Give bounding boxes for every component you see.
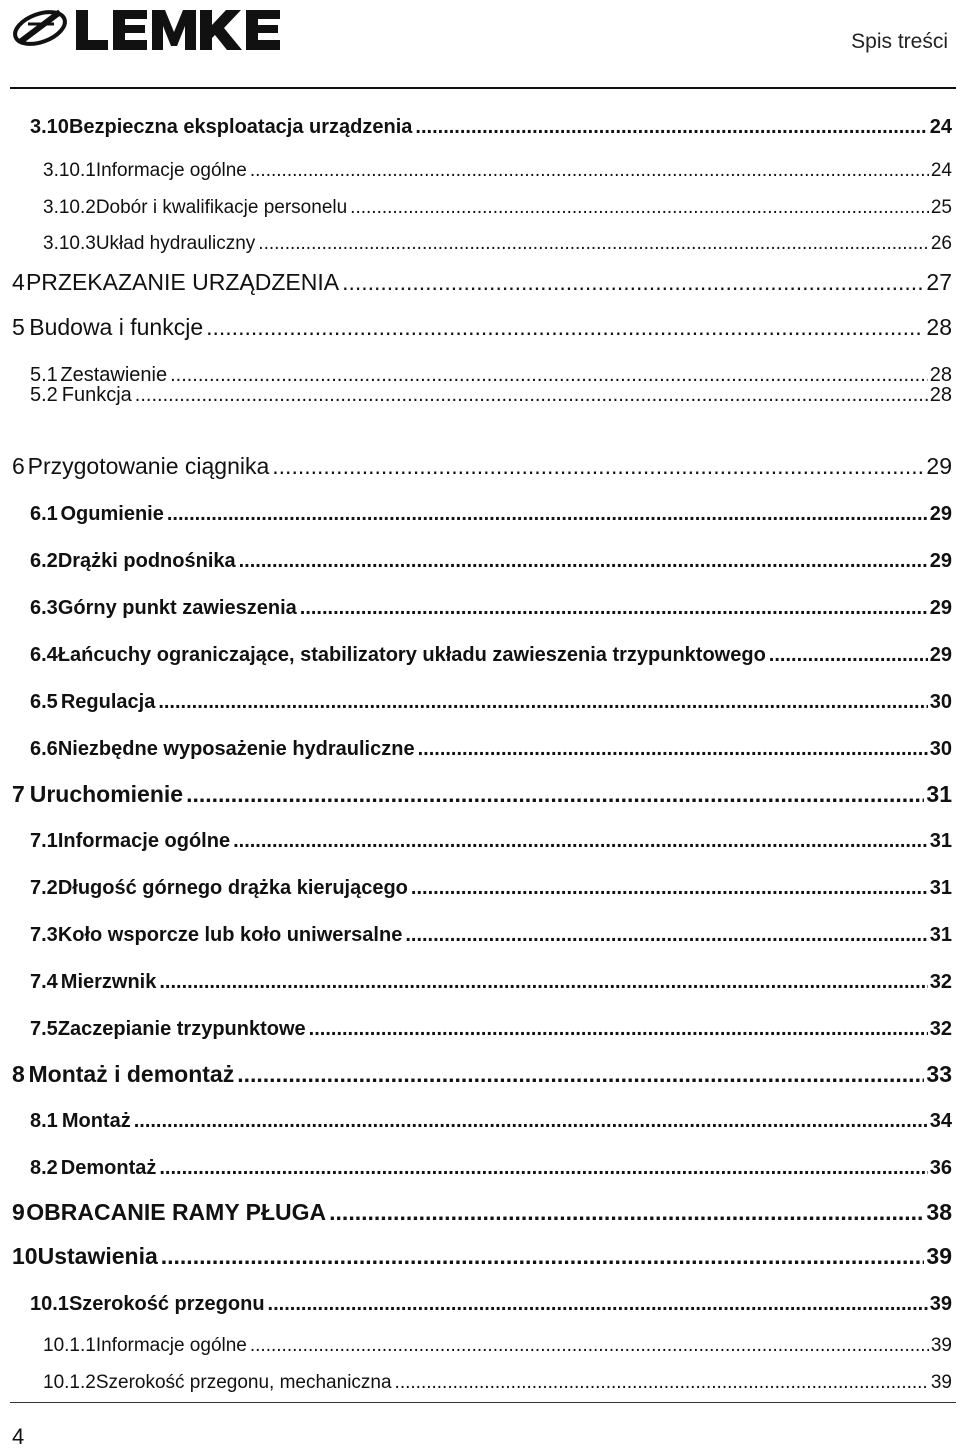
toc-entry-number: 8 xyxy=(12,1061,25,1087)
toc-entry[interactable] xyxy=(30,384,952,407)
toc-entry[interactable] xyxy=(30,1018,952,1041)
toc-entry-number: 7.3 xyxy=(30,924,58,946)
toc-entry[interactable] xyxy=(30,924,952,947)
toc-entry-title: Układ hydrauliczny xyxy=(95,233,256,254)
toc-entry[interactable] xyxy=(30,738,952,761)
toc-entry-number: 10.1.2 xyxy=(43,1372,96,1393)
toc-entry-title: Zaczepianie trzypunktowe xyxy=(57,1018,306,1040)
toc-entry-number: 7 xyxy=(12,781,25,807)
toc-entry-page: 32 xyxy=(929,1018,952,1040)
toc-entry-title: Niezbędne wyposażenie hydrauliczne xyxy=(57,738,415,760)
toc-entry-page: 29 xyxy=(926,453,952,479)
toc-leader xyxy=(268,1293,928,1316)
toc-entry[interactable] xyxy=(43,1335,952,1357)
toc-entry[interactable] xyxy=(30,691,952,714)
toc-leader xyxy=(329,1199,924,1226)
toc-entry-page: 29 xyxy=(929,550,952,572)
toc-entry-page: 29 xyxy=(929,503,952,525)
toc-entry-title: Uruchomienie xyxy=(29,781,184,807)
toc-leader xyxy=(250,160,929,182)
section-title: Spis treści xyxy=(851,30,948,53)
toc-leader xyxy=(415,116,927,139)
toc-entry-page: 24 xyxy=(929,116,952,138)
toc-entry[interactable] xyxy=(12,314,952,341)
toc-leader xyxy=(237,1061,924,1088)
toc-entry-number: 7.1 xyxy=(30,830,58,852)
toc-entry[interactable] xyxy=(12,269,952,296)
toc-entry-title: PRZEKAZANIE URZĄDZENIA xyxy=(25,269,340,295)
toc-leader xyxy=(250,1335,929,1357)
toc-entry-number: 3.10.2 xyxy=(43,197,96,218)
toc-entry[interactable] xyxy=(30,503,952,526)
toc-entry-number: 9 xyxy=(12,1199,25,1225)
toc-entry-number: 7.2 xyxy=(30,877,58,899)
toc-entry-number: 5.1 xyxy=(30,364,58,386)
toc-leader xyxy=(135,384,928,407)
lemken-logo xyxy=(10,2,300,54)
toc-entry-title: Demontaż xyxy=(60,1157,157,1179)
toc-entry-title: Regulacja xyxy=(60,691,156,713)
toc-entry[interactable] xyxy=(12,453,952,480)
toc-leader xyxy=(395,1372,929,1394)
toc-entry-page: 31 xyxy=(929,877,952,899)
toc-entry-title: Budowa i funkcje xyxy=(29,314,204,340)
toc-entry-number: 8.2 xyxy=(30,1157,58,1179)
toc-entry-page: 31 xyxy=(929,924,952,946)
toc-entry-title: Szerokość przegonu, mechaniczna xyxy=(95,1372,392,1393)
toc-entry-number: 6.6 xyxy=(30,738,58,760)
toc-entry-page: 30 xyxy=(929,738,952,760)
toc-entry-title: Informacje ogólne xyxy=(57,830,231,852)
toc-entry-number: 6.5 xyxy=(30,691,58,713)
toc-leader xyxy=(350,197,929,219)
toc-entry-title: Dobór i kwalifikacje personelu xyxy=(95,197,348,218)
toc-leader xyxy=(342,269,924,296)
toc-entry-number: 5.2 xyxy=(30,384,58,406)
toc-entry-number: 10 xyxy=(12,1243,38,1269)
toc-entry[interactable] xyxy=(30,830,952,853)
toc-entry-number: 3.10.3 xyxy=(43,233,96,254)
toc-entry-number: 7.4 xyxy=(30,971,58,993)
toc-entry-page: 31 xyxy=(929,830,952,852)
toc-leader xyxy=(206,314,924,341)
toc-entry-page: 33 xyxy=(926,1061,952,1087)
toc-entry-number: 10.1.1 xyxy=(43,1335,96,1356)
toc-entry-page: 25 xyxy=(930,197,952,218)
toc-entry[interactable] xyxy=(43,233,952,255)
toc-entry-title: Górny punkt zawieszenia xyxy=(57,597,297,619)
toc-entry-page: 28 xyxy=(929,384,952,406)
toc-entry-number: 6.1 xyxy=(30,503,58,525)
toc-entry-title: Łańcuchy ograniczające, stabilizatory układu zawieszenia trzypunktowego xyxy=(57,644,766,666)
toc-leader xyxy=(159,971,927,994)
toc-entry[interactable] xyxy=(30,877,952,900)
toc-entry-page: 36 xyxy=(929,1157,952,1179)
toc-entry-title: Informacje ogólne xyxy=(95,160,247,181)
toc-leader xyxy=(300,597,928,620)
toc-entry-title: Szerokość przegonu xyxy=(68,1293,265,1315)
toc-entry-number: 3.10 xyxy=(30,116,69,138)
toc-entry-number: 4 xyxy=(12,269,25,295)
toc-entry[interactable] xyxy=(30,1157,952,1180)
toc-entry-page: 27 xyxy=(926,269,952,295)
toc-entry-number: 6.4 xyxy=(30,644,58,666)
toc-entry-title: Informacje ogólne xyxy=(95,1335,247,1356)
toc-entry[interactable] xyxy=(30,550,952,573)
toc-entry-number: 6 xyxy=(12,453,25,479)
toc-leader xyxy=(159,1157,927,1180)
toc-entry-page: 39 xyxy=(929,1293,952,1315)
toc-entry-number: 8.1 xyxy=(30,1110,58,1132)
toc-entry-number: 3.10.1 xyxy=(43,160,96,181)
page-header xyxy=(0,0,960,80)
toc-leader xyxy=(167,503,928,526)
toc-entry-number: 7.5 xyxy=(30,1018,58,1040)
toc-entry-page: 32 xyxy=(929,971,952,993)
toc-entry-page: 30 xyxy=(929,691,952,713)
toc-entry-title: Zestawienie xyxy=(60,364,168,386)
toc-leader xyxy=(309,1018,928,1041)
toc-entry[interactable] xyxy=(43,160,952,182)
toc-entry-page: 34 xyxy=(929,1110,952,1132)
toc-leader xyxy=(233,830,928,853)
page-number: 4 xyxy=(12,1424,25,1449)
toc-entry-page: 28 xyxy=(926,314,952,340)
toc-leader xyxy=(769,644,928,667)
toc-entry-number: 6.2 xyxy=(30,550,58,572)
toc-leader xyxy=(158,691,927,714)
toc-entry-number: 6.3 xyxy=(30,597,58,619)
toc-entry[interactable] xyxy=(43,1372,952,1394)
toc-entry-page: 29 xyxy=(929,597,952,619)
toc-leader xyxy=(411,877,928,900)
toc-entry-title: Ustawienia xyxy=(37,1243,158,1269)
toc-leader xyxy=(134,1110,928,1133)
toc-entry-page: 31 xyxy=(926,781,952,807)
toc-entry-title: Funkcja xyxy=(61,384,132,406)
toc-entry[interactable] xyxy=(30,971,952,994)
toc-entry[interactable] xyxy=(12,781,952,808)
toc-entry-title: Bezpieczna eksploatacja urządzenia xyxy=(68,116,413,138)
lemken-wordmark xyxy=(76,10,295,50)
toc-entry-page: 24 xyxy=(930,160,952,181)
toc-entry[interactable] xyxy=(30,644,952,667)
toc-leader xyxy=(186,781,924,808)
toc-entry[interactable] xyxy=(30,1110,952,1133)
toc-entry-title: Montaż i demontaż xyxy=(28,1061,235,1087)
lemken-emblem-icon xyxy=(11,6,69,50)
footer-divider xyxy=(10,1402,956,1403)
toc-entry-number: 10.1 xyxy=(30,1293,69,1315)
toc-leader xyxy=(239,550,928,573)
toc-entry-page: 38 xyxy=(926,1199,952,1225)
toc-leader xyxy=(272,453,924,480)
toc-leader xyxy=(258,233,929,255)
toc-entry-page: 28 xyxy=(929,364,952,386)
toc-entry-title: Ogumienie xyxy=(60,503,164,525)
toc-entry-title: Mierzwnik xyxy=(60,971,157,993)
toc-entry-page: 39 xyxy=(930,1372,952,1393)
toc-entry-page: 39 xyxy=(926,1243,952,1269)
toc-entry[interactable] xyxy=(12,1243,952,1270)
toc-leader xyxy=(405,924,927,947)
toc-entry[interactable] xyxy=(12,1061,952,1088)
header-divider xyxy=(10,87,956,89)
toc-entry[interactable] xyxy=(43,197,952,219)
toc-entry[interactable] xyxy=(12,1199,952,1226)
toc-entry-title: Montaż xyxy=(61,1110,131,1132)
toc-entry[interactable] xyxy=(30,116,952,139)
toc-entry-title: Koło wsporcze lub koło uniwersalne xyxy=(57,924,403,946)
toc-entry[interactable] xyxy=(30,597,952,620)
toc-leader xyxy=(161,1243,925,1270)
toc-entry-page: 39 xyxy=(930,1335,952,1356)
toc-entry-title: Długość górnego drążka kierującego xyxy=(57,877,408,899)
toc-leader xyxy=(418,738,928,761)
toc-entry-page: 26 xyxy=(930,233,952,254)
toc-entry-title: OBRACANIE RAMY PŁUGA xyxy=(26,1199,327,1225)
toc-entry-title: Przygotowanie ciągnika xyxy=(27,453,270,479)
toc-entry[interactable] xyxy=(30,1293,952,1316)
toc-entry-title: Drążki podnośnika xyxy=(57,550,236,572)
toc-entry-page: 29 xyxy=(929,644,952,666)
toc-entry-number: 5 xyxy=(12,314,25,340)
